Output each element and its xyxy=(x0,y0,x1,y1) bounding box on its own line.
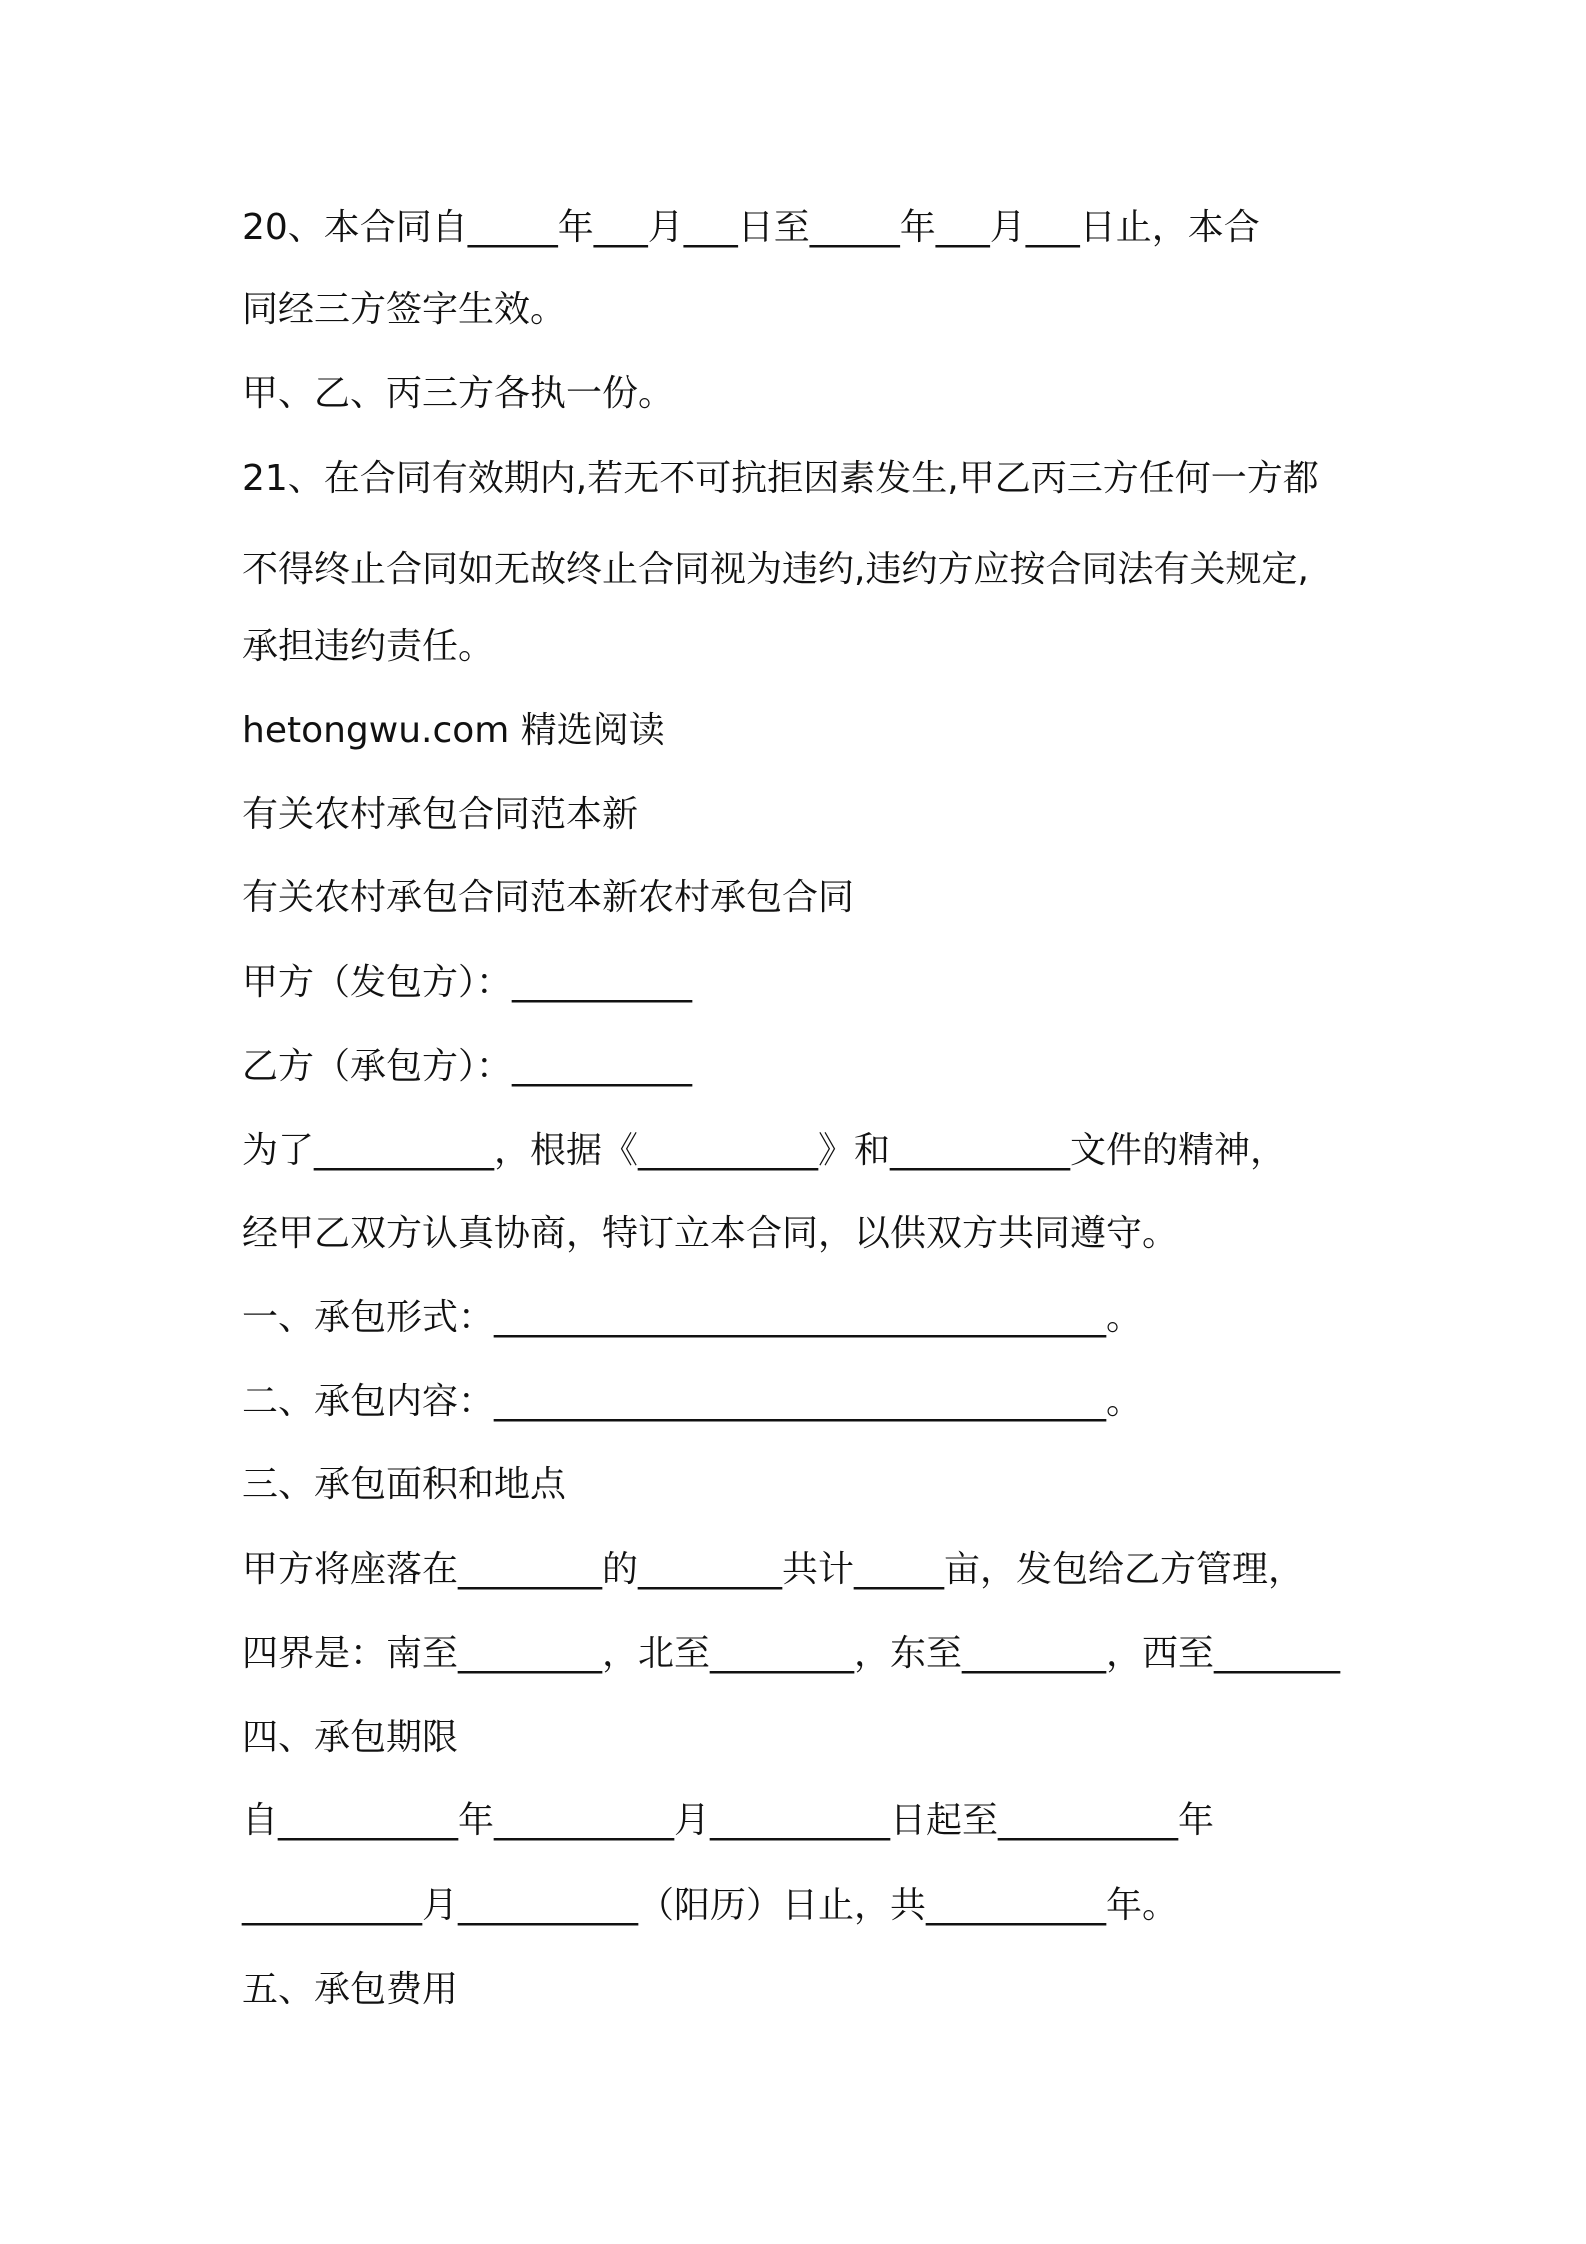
preamble-line-2: 经甲乙双方认真协商，特订立本合同，以供双方共同遵守。 xyxy=(242,1213,1179,1254)
section-4-line-1: 自__________年__________月__________日起至__________年 xyxy=(242,1800,1215,1841)
section-2-content: 二、承包内容：__________________________________。 xyxy=(242,1381,1143,1422)
clause-21-line-3: 承担违约责任。 xyxy=(242,626,495,667)
clause-21-line-1: 21、在合同有效期内,若无不可抗拒因素发生,甲乙丙三方任何一方都 xyxy=(242,458,1319,499)
section-3-line-2: 四界是：南至________，北至________，东至________，西至_______ xyxy=(242,1633,1341,1674)
section-3-heading: 三、承包面积和地点 xyxy=(242,1464,567,1505)
article-title: 有关农村承包合同范本新 xyxy=(242,794,639,835)
section-4-line-2: __________月__________（阳历）日止，共__________年。 xyxy=(242,1885,1179,1926)
copies-statement: 甲、乙、丙三方各执一份。 xyxy=(242,373,675,414)
section-3-line-1: 甲方将座落在________的________共计_____亩，发包给乙方管理， xyxy=(242,1549,1305,1590)
clause-21-line-2: 不得终止合同如无故终止合同视为违约,违约方应按合同法有关规定, xyxy=(242,549,1309,590)
clause-20-line-2: 同经三方签字生效。 xyxy=(242,289,567,330)
preamble-line-1: 为了__________，根据《__________》和__________文件的精神， xyxy=(242,1130,1287,1171)
clause-20-line-1: 20、本合同自_____年___月___日至_____年___月___日止，本合 xyxy=(242,207,1260,248)
party-a-field: 甲方（发包方）：__________ xyxy=(242,962,693,1003)
contract-title: 有关农村承包合同范本新农村承包合同 xyxy=(242,877,855,918)
section-5-heading: 五、承包费用 xyxy=(242,1969,459,2010)
section-1-form: 一、承包形式：__________________________________。 xyxy=(242,1297,1143,1338)
party-b-field: 乙方（承包方）：__________ xyxy=(242,1046,693,1087)
section-4-heading: 四、承包期限 xyxy=(242,1717,459,1758)
site-selected-reading: hetongwu.com 精选阅读 xyxy=(242,710,665,751)
